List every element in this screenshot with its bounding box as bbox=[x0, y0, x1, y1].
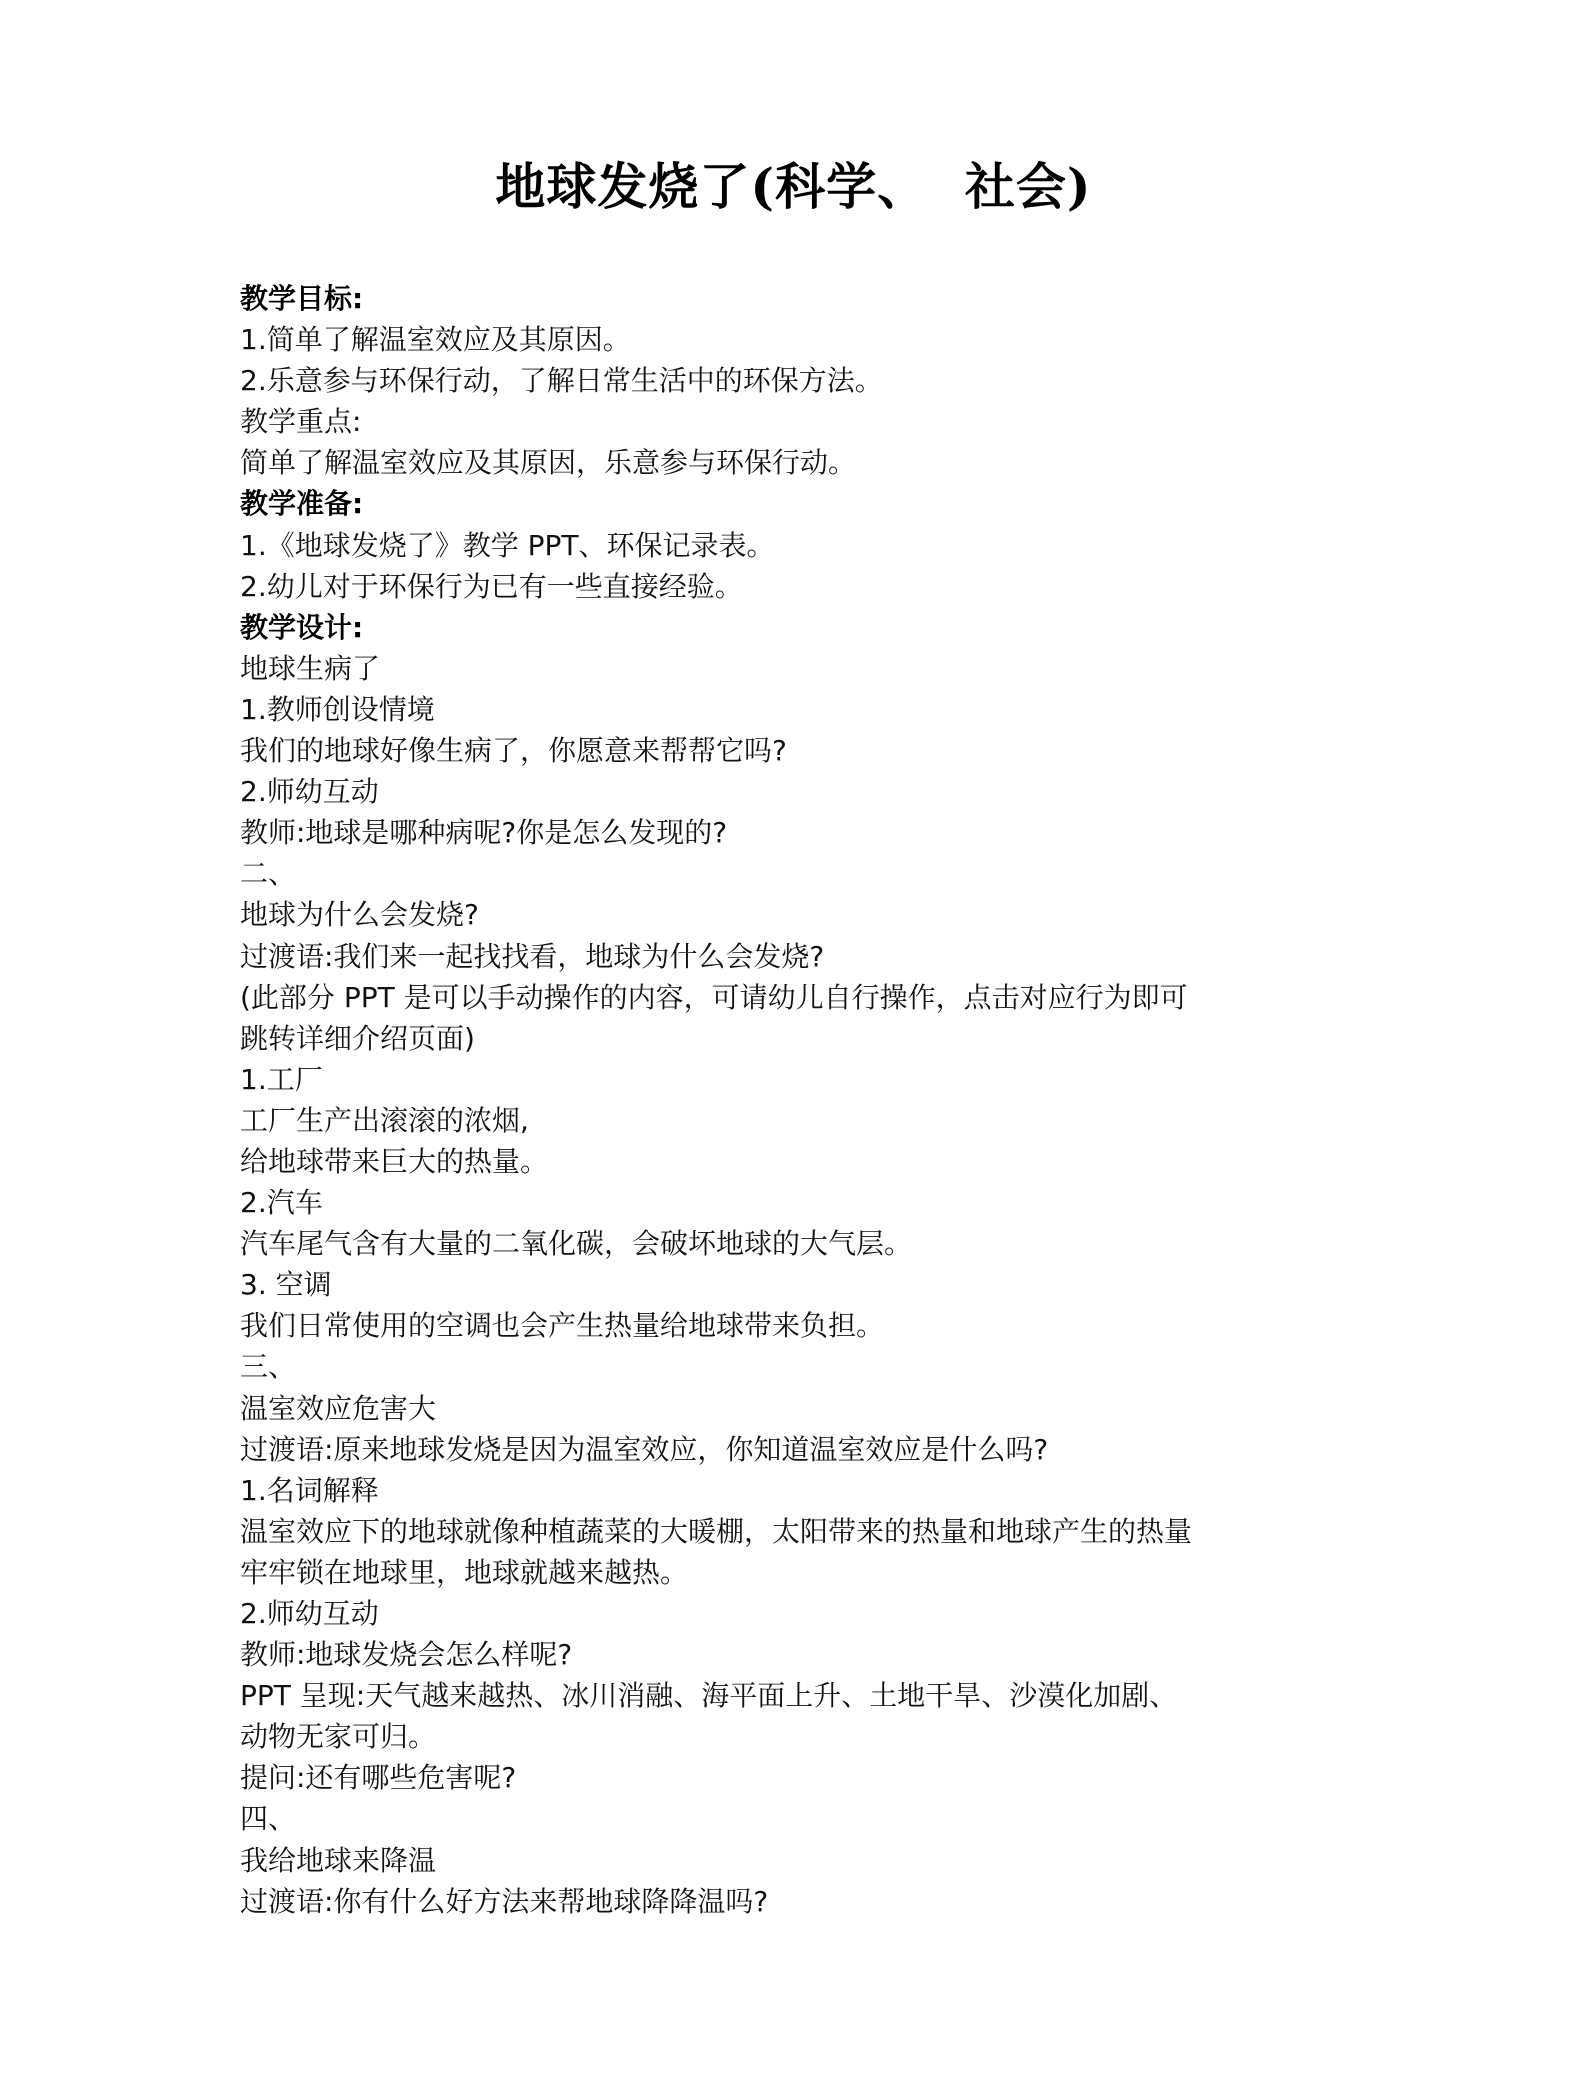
document-title: 地球发烧了(科学、 社会) bbox=[495, 157, 1092, 216]
paragraph-line: 教师:地球是哪种病呢?你是怎么发现的? bbox=[240, 816, 728, 850]
paragraph-line: 过渡语:原来地球发烧是因为温室效应，你知道温室效应是什么吗? bbox=[240, 1432, 1049, 1466]
paragraph-line: 教师:地球发烧会怎么样呢? bbox=[240, 1638, 573, 1672]
objective-item: 1.简单了解温室效应及其原因。 bbox=[240, 323, 631, 357]
paragraph-line: 过渡语:我们来一起找找看，地球为什么会发烧? bbox=[240, 939, 825, 973]
paragraph-line: 温室效应下的地球就像种植蔬菜的大暖棚，太阳带来的热量和地球产生的热量 bbox=[240, 1514, 1193, 1548]
part-heading: 我给地球来降温 bbox=[240, 1843, 437, 1877]
paragraph-line: 汽车尾气含有大量的二氧化碳，会破坏地球的大气层。 bbox=[240, 1227, 913, 1261]
section-heading-preparation: 教学准备: bbox=[240, 487, 364, 521]
preparation-item: 2.幼儿对于环保行为已有一些直接经验。 bbox=[240, 569, 743, 603]
step-heading: 2.师幼互动 bbox=[240, 1597, 379, 1630]
objective-item: 2.乐意参与环保行动，了解日常生活中的环保方法。 bbox=[240, 364, 883, 398]
paragraph-line: 我们日常使用的空调也会产生热量给地球带来负担。 bbox=[240, 1309, 885, 1343]
paragraph-line: 提问:还有哪些危害呢? bbox=[240, 1761, 517, 1795]
step-heading: 1.名词解释 bbox=[240, 1473, 379, 1507]
paragraph-line: 动物无家可归。 bbox=[240, 1720, 437, 1754]
step-heading: 1.工厂 bbox=[240, 1062, 323, 1096]
document-body bbox=[240, 278, 1360, 1922]
section-heading-objectives: 教学目标: bbox=[240, 282, 364, 315]
section-heading-key-points: 教学重点: bbox=[240, 405, 362, 439]
paragraph-line: PPT 呈现:天气越来越热、冰川消融、海平面上升、土地干旱、沙漠化加剧、 bbox=[240, 1679, 1178, 1713]
step-heading: 2.师幼互动 bbox=[240, 775, 379, 809]
paragraph-line: 给地球带来巨大的热量。 bbox=[240, 1144, 549, 1178]
step-heading: 3. 空调 bbox=[240, 1268, 332, 1302]
paragraph-line: 工厂生产出滚滚的浓烟, bbox=[240, 1103, 529, 1137]
paragraph-line: 跳转详细介绍页面) bbox=[240, 1021, 475, 1055]
paragraph-line: 过渡语:你有什么好方法来帮地球降降温吗? bbox=[240, 1884, 769, 1918]
step-heading: 1.教师创设情境 bbox=[240, 692, 435, 726]
part-number: 四、 bbox=[240, 1802, 297, 1836]
paragraph-line: 牢牢锁在地球里，地球就越来越热。 bbox=[240, 1555, 689, 1589]
part-heading: 温室效应危害大 bbox=[240, 1391, 437, 1425]
part-heading: 地球为什么会发烧? bbox=[240, 898, 479, 932]
key-points-text: 简单了解温室效应及其原因，乐意参与环保行动。 bbox=[240, 446, 857, 480]
paragraph-line: 我们的地球好像生病了，你愿意来帮帮它吗? bbox=[240, 734, 787, 768]
part-heading: 地球生病了 bbox=[240, 651, 381, 685]
part-number: 三、 bbox=[240, 1350, 297, 1384]
part-number: 二、 bbox=[240, 857, 297, 891]
paragraph-line: (此部分 PPT 是可以手动操作的内容，可请幼儿自行操作，点击对应行为即可 bbox=[240, 980, 1188, 1014]
preparation-item: 1.《地球发烧了》教学 PPT、环保记录表。 bbox=[240, 528, 775, 562]
step-heading: 2.汽车 bbox=[240, 1186, 323, 1220]
section-heading-design: 教学设计: bbox=[240, 610, 364, 644]
